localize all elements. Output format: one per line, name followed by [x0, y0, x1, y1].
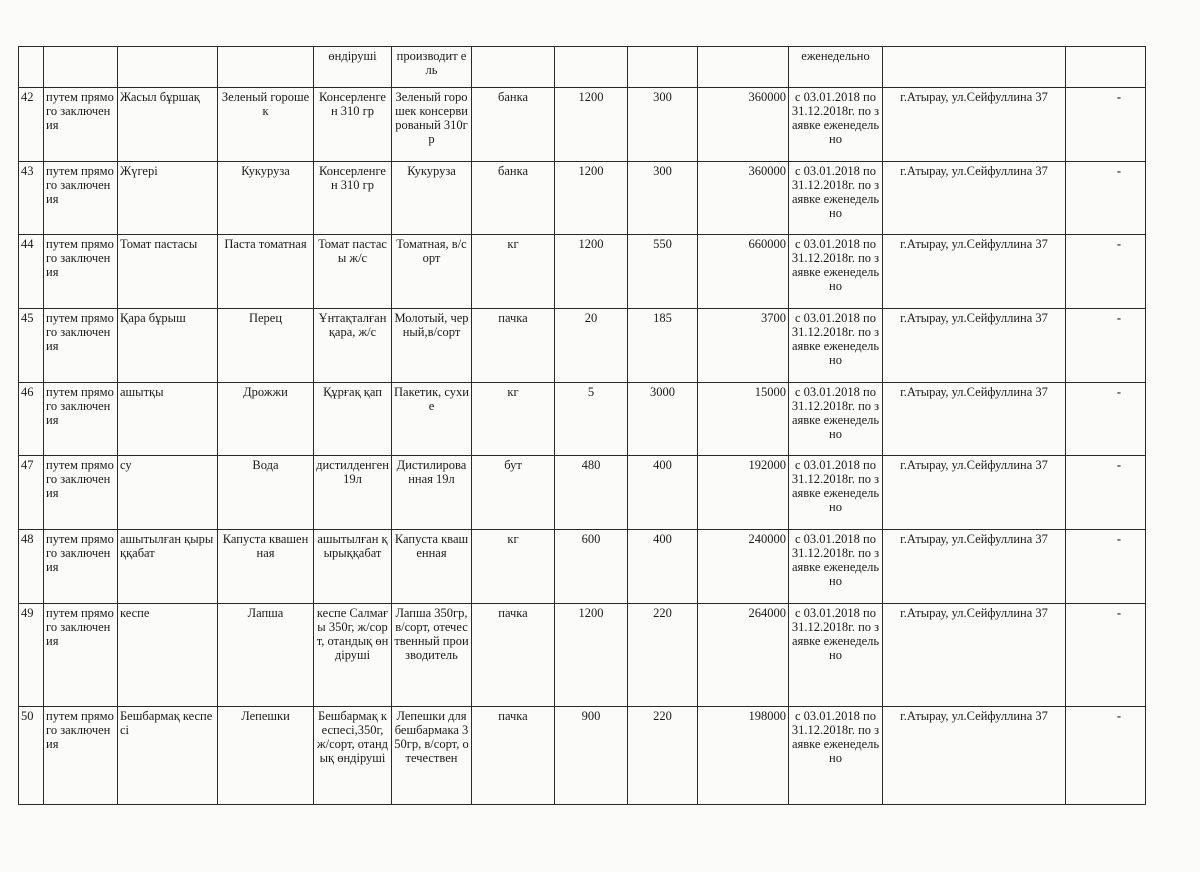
name-ru-cell: Лапша: [218, 604, 314, 707]
extra-cell: -: [1066, 383, 1146, 456]
table-row: [19, 88, 1146, 162]
place-cell: г.Атырау, ул.Сейфуллина 37: [883, 530, 1066, 604]
row-number: 46: [19, 383, 44, 456]
extra-cell: -: [1066, 88, 1146, 162]
name-kz-cell: Жүгері: [118, 162, 218, 235]
row-number: 48: [19, 530, 44, 604]
price-cell: 185: [628, 309, 698, 383]
method-cell: путем прямого заключения: [44, 235, 118, 309]
price-cell: 400: [628, 456, 698, 530]
place-cell: г.Атырау, ул.Сейфуллина 37: [883, 707, 1066, 805]
extra-cell: -: [1066, 162, 1146, 235]
name-ru-cell: Паста томатная: [218, 235, 314, 309]
place-cell: г.Атырау, ул.Сейфуллина 37: [883, 604, 1066, 707]
qty-cell: 1200: [555, 235, 628, 309]
term-cell: с 03.01.2018 по 31.12.2018г. по заявке еженедельно: [789, 162, 883, 235]
name-kz-cell: Бешбармақ кеспесі: [118, 707, 218, 805]
extra-cell: -: [1066, 707, 1146, 805]
sum-cell: 15000: [698, 383, 789, 456]
term-cell: с 03.01.2018 по 31.12.2018г. по заявке еженедельно: [789, 309, 883, 383]
extra-cell: -: [1066, 235, 1146, 309]
sum-cell: 360000: [698, 162, 789, 235]
desc-kz-cell: дистилденген 19л: [314, 456, 392, 530]
sum-cell: 198000: [698, 707, 789, 805]
desc-ru-cell: Пакетик, сухие: [392, 383, 472, 456]
method-cell: путем прямого заключения: [44, 309, 118, 383]
desc-ru-cell: Капуста квашенная: [392, 530, 472, 604]
name-ru-cell: Зеленый горошек: [218, 88, 314, 162]
unit-cell: пачка: [472, 604, 555, 707]
unit-cell: кг: [472, 235, 555, 309]
table-row: [19, 604, 1146, 707]
desc-kz-cell: ашытылған қырыққабат: [314, 530, 392, 604]
row-number: 44: [19, 235, 44, 309]
unit-cell: банка: [472, 162, 555, 235]
name-kz-cell: кеспе: [118, 604, 218, 707]
name-kz-cell: ашытылған қырыққабат: [118, 530, 218, 604]
extra-cell: -: [1066, 604, 1146, 707]
desc-ru-cell: Лапша 350гр, в/сорт, отечественный производитель: [392, 604, 472, 707]
sum-cell: 3700: [698, 309, 789, 383]
extra-cell: -: [1066, 309, 1146, 383]
place-cell: г.Атырау, ул.Сейфуллина 37: [883, 235, 1066, 309]
desc-kz-cell: Құрғақ қап: [314, 383, 392, 456]
sum-cell: 660000: [698, 235, 789, 309]
row-number: 43: [19, 162, 44, 235]
unit-cell: банка: [472, 88, 555, 162]
qty-cell: 1200: [555, 88, 628, 162]
method-cell: путем прямого заключения: [44, 88, 118, 162]
continued-desc-kz: өндіруші: [314, 47, 392, 88]
price-cell: 220: [628, 707, 698, 805]
name-kz-cell: ашытқы: [118, 383, 218, 456]
qty-cell: 600: [555, 530, 628, 604]
unit-cell: кг: [472, 530, 555, 604]
method-cell: путем прямого заключения: [44, 456, 118, 530]
place-cell: г.Атырау, ул.Сейфуллина 37: [883, 162, 1066, 235]
continued-term: еженедельно: [789, 47, 883, 88]
desc-ru-cell: Зеленый горошек консервированый 310гр: [392, 88, 472, 162]
row-number: 42: [19, 88, 44, 162]
term-cell: с 03.01.2018 по 31.12.2018г. по заявке еженедельно: [789, 235, 883, 309]
desc-ru-cell: Молотый, черный,в/сорт: [392, 309, 472, 383]
unit-cell: бут: [472, 456, 555, 530]
price-cell: 300: [628, 162, 698, 235]
procurement-table: [18, 46, 1146, 805]
name-ru-cell: Капуста квашенная: [218, 530, 314, 604]
row-number: 45: [19, 309, 44, 383]
sum-cell: 264000: [698, 604, 789, 707]
name-kz-cell: Қара бұрыш: [118, 309, 218, 383]
row-number: 50: [19, 707, 44, 805]
name-ru-cell: Лепешки: [218, 707, 314, 805]
desc-ru-cell: Томатная, в/сорт: [392, 235, 472, 309]
unit-cell: пачка: [472, 707, 555, 805]
place-cell: г.Атырау, ул.Сейфуллина 37: [883, 383, 1066, 456]
sum-cell: 360000: [698, 88, 789, 162]
name-kz-cell: су: [118, 456, 218, 530]
extra-cell: -: [1066, 530, 1146, 604]
desc-ru-cell: Дистилированная 19л: [392, 456, 472, 530]
name-kz-cell: Жасыл бұршақ: [118, 88, 218, 162]
table-row: [19, 162, 1146, 235]
term-cell: с 03.01.2018 по 31.12.2018г. по заявке еженедельно: [789, 530, 883, 604]
name-kz-cell: Томат пастасы: [118, 235, 218, 309]
method-cell: путем прямого заключения: [44, 383, 118, 456]
method-cell: путем прямого заключения: [44, 604, 118, 707]
unit-cell: пачка: [472, 309, 555, 383]
term-cell: с 03.01.2018 по 31.12.2018г. по заявке еженедельно: [789, 88, 883, 162]
name-ru-cell: Дрожжи: [218, 383, 314, 456]
term-cell: с 03.01.2018 по 31.12.2018г. по заявке еженедельно: [789, 383, 883, 456]
table-row: [19, 309, 1146, 383]
desc-kz-cell: кеспе Салмағы 350г, ж/сорт, отандық өндіруші: [314, 604, 392, 707]
price-cell: 550: [628, 235, 698, 309]
qty-cell: 5: [555, 383, 628, 456]
row-number: 47: [19, 456, 44, 530]
table-row: [19, 235, 1146, 309]
place-cell: г.Атырау, ул.Сейфуллина 37: [883, 88, 1066, 162]
qty-cell: 900: [555, 707, 628, 805]
unit-cell: кг: [472, 383, 555, 456]
price-cell: 220: [628, 604, 698, 707]
desc-kz-cell: Томат пастасы ж/с: [314, 235, 392, 309]
sum-cell: 192000: [698, 456, 789, 530]
desc-ru-cell: Лепешки для бешбармака 350гр, в/сорт, отечествен: [392, 707, 472, 805]
table-row: [19, 456, 1146, 530]
place-cell: г.Атырау, ул.Сейфуллина 37: [883, 456, 1066, 530]
price-cell: 300: [628, 88, 698, 162]
name-ru-cell: Вода: [218, 456, 314, 530]
qty-cell: 480: [555, 456, 628, 530]
table-row-continued: [19, 47, 1146, 88]
table-row: [19, 383, 1146, 456]
qty-cell: 1200: [555, 604, 628, 707]
method-cell: путем прямого заключения: [44, 707, 118, 805]
desc-kz-cell: Бешбармақ кеспесі,350г, ж/сорт, отандық өндіруші: [314, 707, 392, 805]
method-cell: путем прямого заключения: [44, 530, 118, 604]
table-row: [19, 707, 1146, 805]
price-cell: 3000: [628, 383, 698, 456]
desc-kz-cell: Ұнтақталған қара, ж/с: [314, 309, 392, 383]
price-cell: 400: [628, 530, 698, 604]
term-cell: с 03.01.2018 по 31.12.2018г. по заявке еженедельно: [789, 604, 883, 707]
name-ru-cell: Перец: [218, 309, 314, 383]
table-row: [19, 530, 1146, 604]
desc-kz-cell: Консерленген 310 гр: [314, 88, 392, 162]
extra-cell: -: [1066, 456, 1146, 530]
qty-cell: 20: [555, 309, 628, 383]
term-cell: с 03.01.2018 по 31.12.2018г. по заявке еженедельно: [789, 456, 883, 530]
qty-cell: 1200: [555, 162, 628, 235]
name-ru-cell: Кукуруза: [218, 162, 314, 235]
term-cell: с 03.01.2018 по 31.12.2018г. по заявке еженедельно: [789, 707, 883, 805]
desc-ru-cell: Кукуруза: [392, 162, 472, 235]
row-number: 49: [19, 604, 44, 707]
sum-cell: 240000: [698, 530, 789, 604]
desc-kz-cell: Консерленген 310 гр: [314, 162, 392, 235]
continued-desc-ru: производит ель: [392, 47, 472, 88]
method-cell: путем прямого заключения: [44, 162, 118, 235]
place-cell: г.Атырау, ул.Сейфуллина 37: [883, 309, 1066, 383]
